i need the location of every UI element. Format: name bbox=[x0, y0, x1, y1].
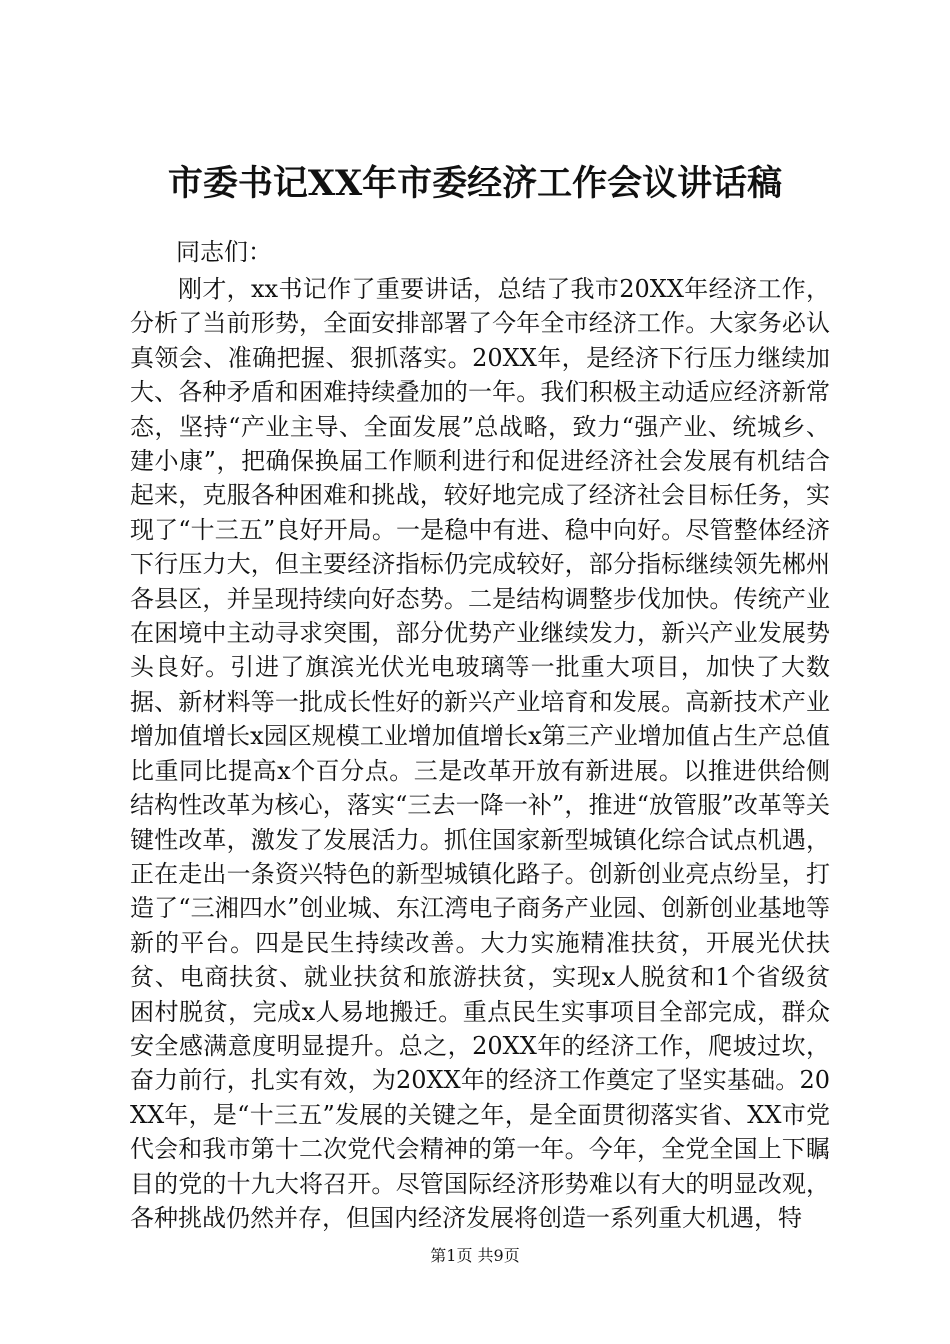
page-title: 市委书记XX年市委经济工作会议讲话稿 bbox=[167, 163, 783, 204]
page-footer: 第1页 共9页 bbox=[430, 1246, 520, 1265]
body-paragraph: 刚才，xx书记作了重要讲话，总结了我市20XX年经济工作，分析了当前形势，全面安排部署了今年全市经济工作。大家务必认真领会、准确把握、狠抓落实。20XX年，是经济下行压力继续加大、各种矛盾和困难持续叠加的一年。我们积极主动适应经济新常态，坚持“产业主导、全面发展”总战略，致力“强产业、统城乡、建小康”，把确保换届工作顺利进行和促进经济社会发展有机结合起来，克服各种困难和挑战，较好地完成了经济社会目标任务，实现了“十三五”良好开局。一是稳中有进、稳中向好。尽管整体经济下行压力大，但主要经济指标仍完成较好，部分指标继续领先郴州各县区，并呈现持续向好态势。二是结构调整步伐加快。传统产业在困境中主动寻求突围，部分优势产业继续发力，新兴产业发展势头良好。引进了旗滨光伏光电玻璃等一批重大项目，加快了大数据、新材料等一批成长性好的新兴产业培育和发展。高新技术产业增加值增长x园区规模工业增加值增长x第三产业增加值占生产总值比重同比提高x个百分点。三是改革开放有新进展。以推进供给侧结构性改革为核心，落实“三去一降一补”，推进“放管服”改革等关键性改革，激发了发展活力。抓住国家新型城镇化综合试点机遇，正在走出一条资兴特色的新型城镇化路子。创新创业亮点纷呈，打造了“三湘四水”创业城、东江湾电子商务产业园、创新创业基地等新的平台。四是民生持续改善。大力实施精准扶贫，开展光伏扶贫、电商扶贫、就业扶贫和旅游扶贫，实现x人脱贫和1个省级贫困村脱贫，完成x人易地搬迁。重点民生实事项目全部完成，群众安全感满意度明显提升。总之，20XX年的经济工作，爬坡过坎，奋力前行，扎实有效，为20XX年的经济工作奠定了坚实基础。20XX年，是“十三五”发展的关键之年，是全面贯彻落实省、XX市党代会和我市第十二次党代会精神的第一年。今年，全党全国上下瞩目的党的十九大将召开。尽管国际经济形势难以有大的明显改观，各种挑战仍然并存，但国内经济发展将创造一系列重大机遇，特 bbox=[130, 275, 830, 1232]
salutation: 同志们： bbox=[176, 238, 272, 266]
